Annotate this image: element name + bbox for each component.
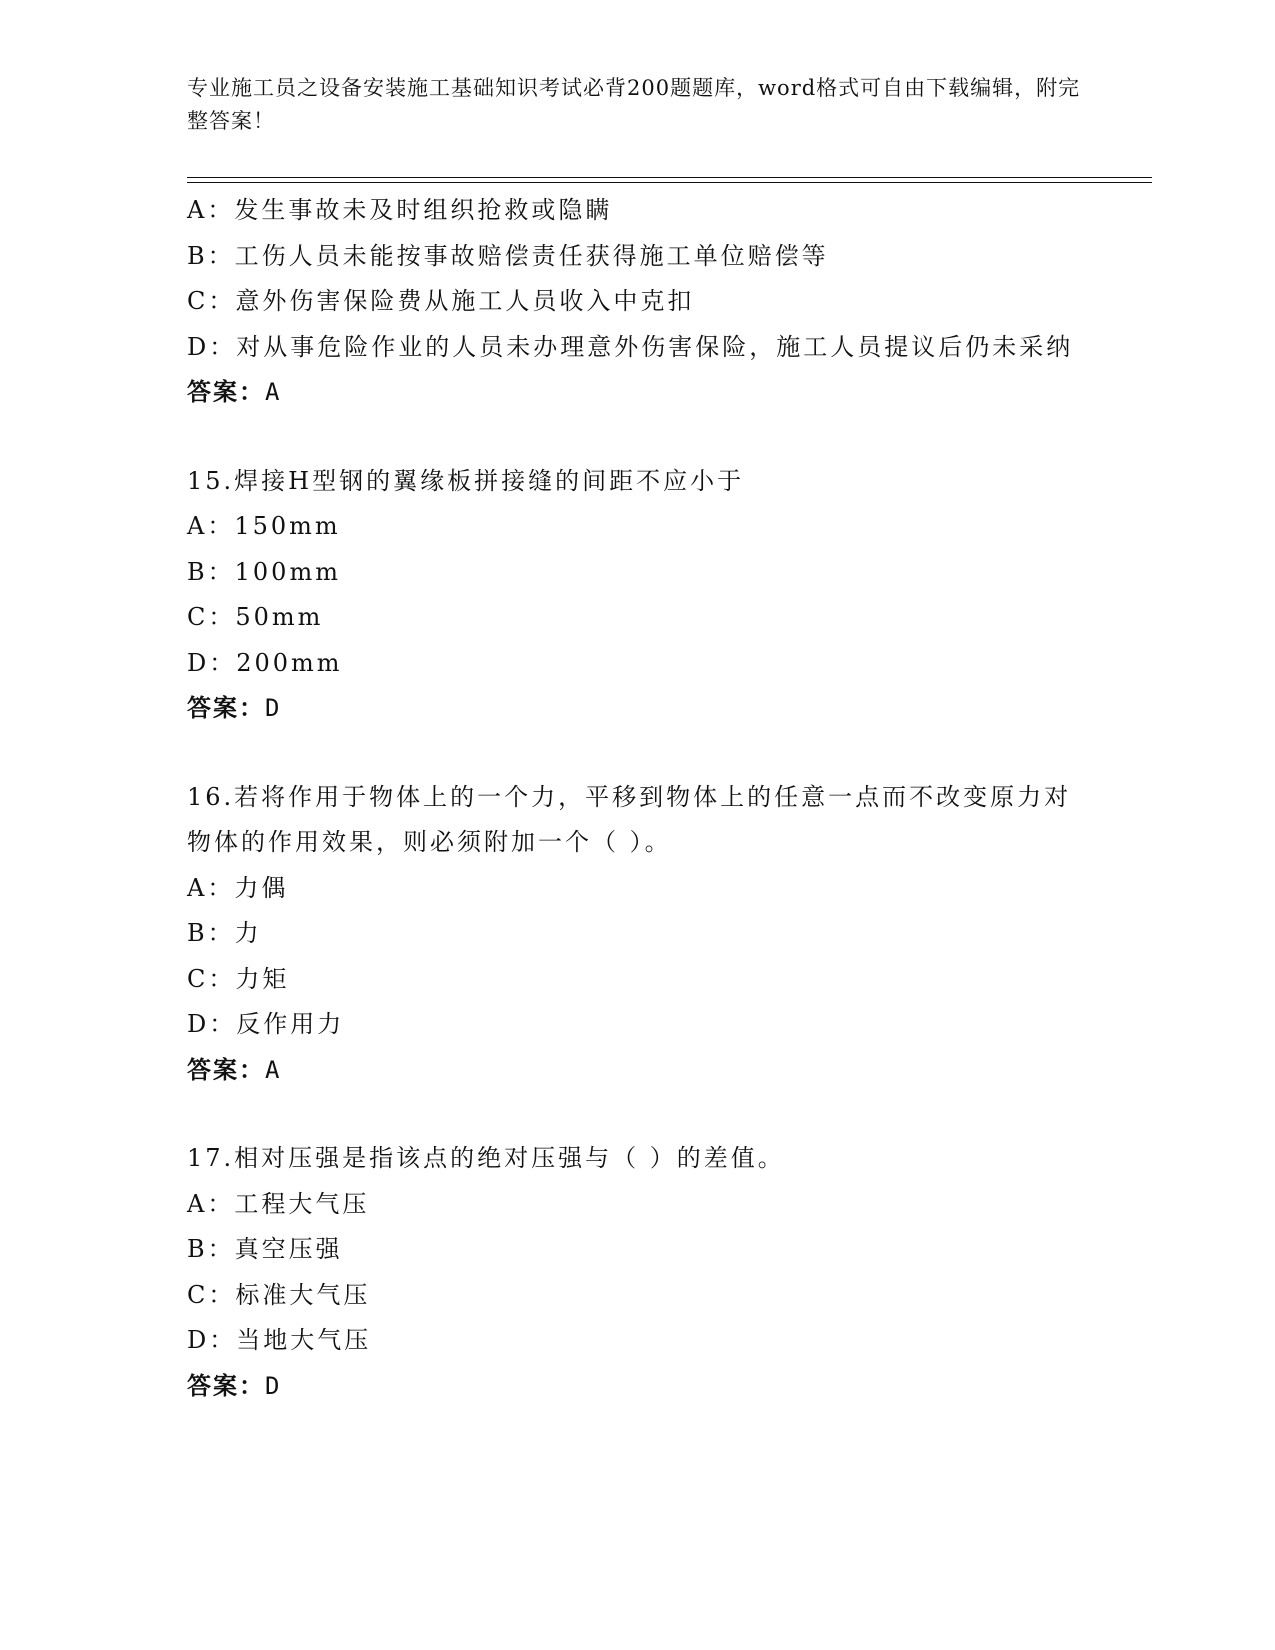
option-a: A：工程大气压 <box>187 1189 370 1218</box>
option-b: B：100mm <box>187 557 341 586</box>
question-15 <box>187 459 1087 732</box>
option-c: C：力矩 <box>187 964 290 993</box>
option-b: B：力 <box>187 919 262 947</box>
option-c: C：意外伤害保险费从施工人员收入中克扣 <box>187 287 695 315</box>
question-14 <box>187 188 1087 416</box>
document-title: 专业施工员之设备安装施工基础知识考试必背200题题库，word格式可自由下载编辑，附完整答案！ <box>187 76 1081 133</box>
question-text: 16.若将作用于物体上的一个力，平移到物体上的任意一点而不改变原力对物体的作用效果，则必须附加一个（ ）。 <box>187 782 1072 856</box>
question-17 <box>187 1136 1087 1409</box>
answer-value: A <box>265 1055 282 1084</box>
option-d: D：200mm <box>187 648 343 677</box>
option-a: A：发生事故未及时组织抢救或隐瞒 <box>187 196 613 224</box>
question-text: 15.焊接H型钢的翼缘板拼接缝的间距不应小于 <box>187 466 745 495</box>
answer-label: 答案： <box>187 1055 265 1084</box>
option-d: D：对从事危险作业的人员未办理意外伤害保险，施工人员提议后仍未采纳 <box>187 332 1074 361</box>
question-text: 17.相对压强是指该点的绝对压强与（ ）的差值。 <box>187 1144 785 1172</box>
question-list <box>187 188 1087 1409</box>
answer-line <box>187 1364 1087 1410</box>
answer-label: 答案： <box>187 378 265 406</box>
answer-value: D <box>265 694 282 722</box>
document-header <box>187 72 1087 138</box>
option-a: A：力偶 <box>187 873 289 902</box>
option-a: A：150mm <box>187 512 341 540</box>
answer-line <box>187 686 1087 732</box>
option-b: B：真空压强 <box>187 1235 343 1263</box>
answer-line <box>187 1048 1087 1094</box>
option-d: D：反作用力 <box>187 1010 345 1038</box>
answer-label: 答案： <box>187 1371 265 1400</box>
answer-value: D <box>265 1371 282 1400</box>
option-c: C：标准大气压 <box>187 1280 371 1309</box>
answer-label: 答案： <box>187 694 265 722</box>
answer-value: A <box>265 378 282 406</box>
answer-line <box>187 370 1087 416</box>
option-b: B：工伤人员未能按事故赔偿责任获得施工单位赔偿等 <box>187 241 829 270</box>
option-c: C：50mm <box>187 603 324 631</box>
question-16 <box>187 775 1087 1094</box>
option-d: D：当地大气压 <box>187 1326 372 1354</box>
header-divider-top <box>187 177 1152 178</box>
header-divider-bottom <box>187 182 1152 183</box>
